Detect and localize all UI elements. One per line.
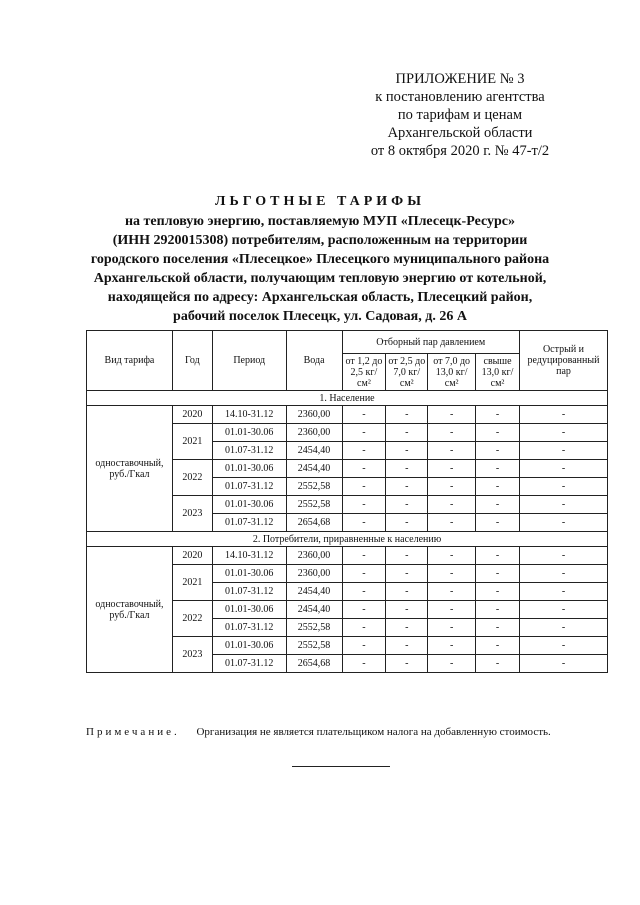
document-title-line: (ИНН 2920015308) потребителям, расположенным на территории	[112, 233, 528, 248]
sharp-steam-cell: -	[520, 478, 608, 496]
steam-cell: -	[428, 496, 476, 514]
steam-cell: -	[342, 583, 386, 601]
header-year: Год	[172, 331, 212, 391]
steam-cell: -	[342, 424, 386, 442]
period-cell: 01.01-30.06	[212, 565, 286, 583]
sharp-steam-cell: -	[520, 496, 608, 514]
steam-cell: -	[476, 601, 520, 619]
section-row	[87, 391, 608, 406]
sharp-steam-cell: -	[520, 583, 608, 601]
period-cell: 01.07-31.12	[212, 442, 286, 460]
steam-cell: -	[476, 583, 520, 601]
steam-cell: -	[342, 442, 386, 460]
note-text: Организация не является плательщиком налога на добавленную стоимость.	[196, 726, 551, 738]
note	[86, 726, 626, 738]
steam-cell: -	[476, 460, 520, 478]
sharp-steam-cell: -	[520, 601, 608, 619]
appendix-block	[330, 70, 590, 160]
water-cell: 2360,00	[286, 424, 342, 442]
steam-cell: -	[476, 496, 520, 514]
steam-cell: -	[428, 655, 476, 673]
steam-cell: -	[386, 637, 428, 655]
header-period: Период	[212, 331, 286, 391]
steam-cell: -	[342, 547, 386, 565]
steam-cell: -	[386, 442, 428, 460]
steam-cell: -	[476, 565, 520, 583]
steam-cell: -	[428, 424, 476, 442]
steam-cell: -	[342, 460, 386, 478]
appendix-line: от 8 октября 2020 г. № 47-т/2	[370, 143, 550, 159]
tariff-type-cell: одноставочный, руб./Гкал	[87, 406, 173, 532]
steam-cell: -	[342, 655, 386, 673]
steam-cell: -	[428, 547, 476, 565]
water-cell: 2454,40	[286, 583, 342, 601]
steam-cell: -	[428, 637, 476, 655]
steam-cell: -	[342, 514, 386, 532]
steam-cell: -	[386, 583, 428, 601]
steam-cell: -	[342, 619, 386, 637]
period-cell: 01.07-31.12	[212, 514, 286, 532]
steam-cell: -	[428, 442, 476, 460]
period-cell: 01.01-30.06	[212, 424, 286, 442]
water-cell: 2552,58	[286, 496, 342, 514]
tariff-table	[86, 330, 608, 673]
sharp-steam-cell: -	[520, 547, 608, 565]
header-steam-1: от 1,2 до 2,5 кг/см²	[342, 354, 386, 391]
steam-cell: -	[386, 496, 428, 514]
document-title-line: рабочий поселок Плесецк, ул. Садовая, д. 26 А	[173, 309, 467, 324]
appendix-title: ПРИЛОЖЕНИЕ № 3	[395, 71, 525, 87]
sharp-steam-cell: -	[520, 565, 608, 583]
year-cell: 2021	[172, 565, 212, 601]
steam-cell: -	[386, 547, 428, 565]
document-heading: ЛЬГОТНЫЕ ТАРИФЫ	[215, 194, 425, 209]
table-row	[87, 547, 608, 565]
document-title	[60, 192, 580, 326]
steam-cell: -	[428, 601, 476, 619]
period-cell: 01.07-31.12	[212, 583, 286, 601]
steam-cell: -	[386, 406, 428, 424]
appendix-line: к постановлению агентства	[375, 89, 545, 105]
appendix-line: по тарифам и ценам	[397, 107, 523, 123]
sharp-steam-cell: -	[520, 406, 608, 424]
water-cell: 2360,00	[286, 406, 342, 424]
period-cell: 01.01-30.06	[212, 637, 286, 655]
period-cell: 01.01-30.06	[212, 460, 286, 478]
steam-cell: -	[386, 460, 428, 478]
steam-cell: -	[342, 478, 386, 496]
period-cell: 01.07-31.12	[212, 619, 286, 637]
water-cell: 2552,58	[286, 478, 342, 496]
steam-cell: -	[476, 424, 520, 442]
steam-cell: -	[476, 514, 520, 532]
steam-cell: -	[342, 565, 386, 583]
steam-cell: -	[428, 514, 476, 532]
water-cell: 2454,40	[286, 442, 342, 460]
water-cell: 2454,40	[286, 460, 342, 478]
water-cell: 2360,00	[286, 547, 342, 565]
section-title: 2. Потребители, приравненные к населению	[87, 532, 608, 547]
header-steam-3: от 7,0 до 13,0 кг/см²	[428, 354, 476, 391]
period-cell: 14.10-31.12	[212, 547, 286, 565]
steam-cell: -	[476, 637, 520, 655]
steam-cell: -	[476, 442, 520, 460]
period-cell: 01.07-31.12	[212, 478, 286, 496]
steam-cell: -	[386, 601, 428, 619]
steam-cell: -	[386, 514, 428, 532]
water-cell: 2360,00	[286, 565, 342, 583]
sharp-steam-cell: -	[520, 460, 608, 478]
steam-cell: -	[476, 406, 520, 424]
steam-cell: -	[386, 565, 428, 583]
water-cell: 2654,68	[286, 514, 342, 532]
steam-cell: -	[428, 478, 476, 496]
header-water: Вода	[286, 331, 342, 391]
sharp-steam-cell: -	[520, 442, 608, 460]
document-title-line: на тепловую энергию, поставляемую МУП «Плесецк-Ресурс»	[124, 214, 515, 229]
year-cell: 2023	[172, 637, 212, 673]
sharp-steam-cell: -	[520, 637, 608, 655]
document-title-line: городского поселения «Плесецкое» Плесецкого муниципального района	[90, 252, 550, 267]
steam-cell: -	[386, 619, 428, 637]
steam-cell: -	[428, 619, 476, 637]
year-cell: 2021	[172, 424, 212, 460]
steam-cell: -	[476, 547, 520, 565]
sharp-steam-cell: -	[520, 619, 608, 637]
year-cell: 2020	[172, 547, 212, 565]
signature-line	[292, 766, 390, 767]
note-label: Примечание.	[86, 726, 180, 738]
section-title: 1. Население	[87, 391, 608, 406]
sharp-steam-cell: -	[520, 424, 608, 442]
steam-cell: -	[386, 424, 428, 442]
steam-cell: -	[428, 406, 476, 424]
year-cell: 2022	[172, 601, 212, 637]
document-title-line: Архангельской области, получающим тепловую энергию от котельной,	[93, 271, 547, 286]
header-steam-4: свыше 13,0 кг/см²	[476, 354, 520, 391]
section-row	[87, 532, 608, 547]
table-row	[87, 406, 608, 424]
steam-cell: -	[386, 655, 428, 673]
steam-cell: -	[342, 637, 386, 655]
steam-cell: -	[476, 619, 520, 637]
water-cell: 2552,58	[286, 637, 342, 655]
header-sharp-steam: Острый и редуцированный пар	[520, 331, 608, 391]
period-cell: 01.01-30.06	[212, 601, 286, 619]
period-cell: 14.10-31.12	[212, 406, 286, 424]
year-cell: 2020	[172, 406, 212, 424]
steam-cell: -	[386, 478, 428, 496]
water-cell: 2552,58	[286, 619, 342, 637]
steam-cell: -	[428, 583, 476, 601]
steam-cell: -	[342, 406, 386, 424]
steam-cell: -	[428, 460, 476, 478]
document-title-line: находящейся по адресу: Архангельская область, Плесецкий район,	[107, 290, 533, 305]
sharp-steam-cell: -	[520, 655, 608, 673]
water-cell: 2654,68	[286, 655, 342, 673]
steam-cell: -	[342, 601, 386, 619]
water-cell: 2454,40	[286, 601, 342, 619]
tariff-type-cell: одноставочный, руб./Гкал	[87, 547, 173, 673]
steam-cell: -	[342, 496, 386, 514]
period-cell: 01.07-31.12	[212, 655, 286, 673]
appendix-line: Архангельской области	[387, 125, 533, 141]
steam-cell: -	[476, 478, 520, 496]
year-cell: 2022	[172, 460, 212, 496]
steam-cell: -	[476, 655, 520, 673]
steam-cell: -	[428, 565, 476, 583]
year-cell: 2023	[172, 496, 212, 532]
header-steam-group: Отборный пар давлением	[342, 331, 520, 354]
header-tariff-type: Вид тарифа	[87, 331, 173, 391]
sharp-steam-cell: -	[520, 514, 608, 532]
period-cell: 01.01-30.06	[212, 496, 286, 514]
header-steam-2: от 2,5 до 7,0 кг/см²	[386, 354, 428, 391]
